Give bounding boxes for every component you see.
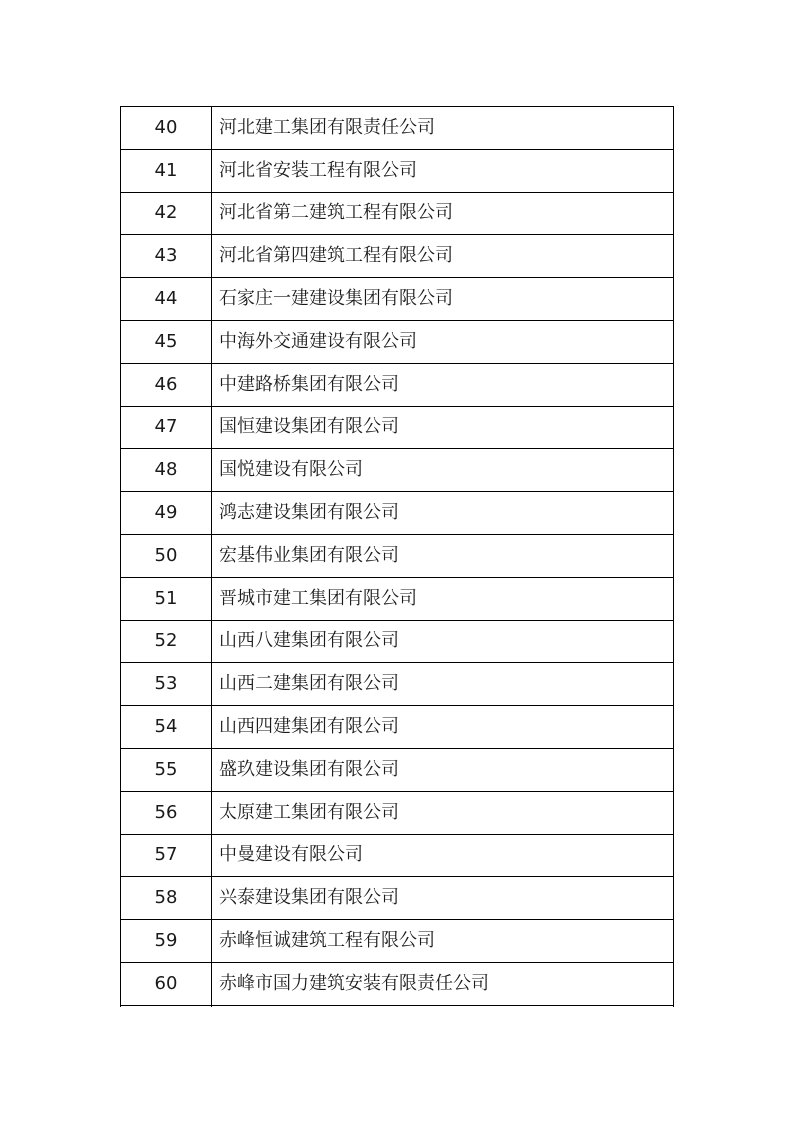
stub-cell <box>121 1005 212 1007</box>
company-name: 中建路桥集团有限公司 <box>212 363 674 406</box>
company-list-body <box>121 107 674 1007</box>
company-name: 赤峰恒诚建筑工程有限公司 <box>212 920 674 963</box>
row-number: 55 <box>121 748 212 791</box>
company-name: 河北省安装工程有限公司 <box>212 149 674 192</box>
company-name: 河北省第二建筑工程有限公司 <box>212 192 674 235</box>
company-name: 国悦建设有限公司 <box>212 449 674 492</box>
row-number: 58 <box>121 877 212 920</box>
company-name: 中海外交通建设有限公司 <box>212 320 674 363</box>
table-row <box>121 235 674 278</box>
row-number: 50 <box>121 534 212 577</box>
row-number: 59 <box>121 920 212 963</box>
stub-cell <box>212 1005 674 1007</box>
company-name: 盛玖建设集团有限公司 <box>212 748 674 791</box>
row-number: 42 <box>121 192 212 235</box>
row-number: 54 <box>121 706 212 749</box>
row-number: 60 <box>121 962 212 1005</box>
company-name: 鸿志建设集团有限公司 <box>212 492 674 535</box>
table-row <box>121 449 674 492</box>
company-name: 山西八建集团有限公司 <box>212 620 674 663</box>
table-row <box>121 834 674 877</box>
table-row <box>121 406 674 449</box>
company-name: 宏基伟业集团有限公司 <box>212 534 674 577</box>
row-number: 45 <box>121 320 212 363</box>
company-list-table <box>120 106 674 1007</box>
table-row <box>121 363 674 406</box>
table-row <box>121 920 674 963</box>
row-number: 43 <box>121 235 212 278</box>
row-number: 48 <box>121 449 212 492</box>
table-row <box>121 706 674 749</box>
table-row <box>121 534 674 577</box>
company-name: 太原建工集团有限公司 <box>212 791 674 834</box>
company-name: 晋城市建工集团有限公司 <box>212 577 674 620</box>
table-row <box>121 791 674 834</box>
table-row <box>121 748 674 791</box>
table-row <box>121 663 674 706</box>
table-row <box>121 577 674 620</box>
row-number: 40 <box>121 107 212 150</box>
row-number: 57 <box>121 834 212 877</box>
company-name: 国恒建设集团有限公司 <box>212 406 674 449</box>
table-row <box>121 149 674 192</box>
row-number: 46 <box>121 363 212 406</box>
row-number: 53 <box>121 663 212 706</box>
table-row <box>121 192 674 235</box>
table-row <box>121 278 674 321</box>
row-number: 56 <box>121 791 212 834</box>
table-continuation-stub <box>121 1005 674 1007</box>
row-number: 44 <box>121 278 212 321</box>
company-name: 中曼建设有限公司 <box>212 834 674 877</box>
row-number: 41 <box>121 149 212 192</box>
company-name: 河北建工集团有限责任公司 <box>212 107 674 150</box>
row-number: 49 <box>121 492 212 535</box>
table-row <box>121 877 674 920</box>
company-name: 石家庄一建建设集团有限公司 <box>212 278 674 321</box>
row-number: 51 <box>121 577 212 620</box>
table-row <box>121 962 674 1005</box>
row-number: 52 <box>121 620 212 663</box>
table-row <box>121 107 674 150</box>
company-name: 山西二建集团有限公司 <box>212 663 674 706</box>
company-name: 河北省第四建筑工程有限公司 <box>212 235 674 278</box>
company-name: 山西四建集团有限公司 <box>212 706 674 749</box>
table-row <box>121 620 674 663</box>
company-name: 赤峰市国力建筑安装有限责任公司 <box>212 962 674 1005</box>
row-number: 47 <box>121 406 212 449</box>
table-row <box>121 320 674 363</box>
table-row <box>121 492 674 535</box>
company-name: 兴泰建设集团有限公司 <box>212 877 674 920</box>
